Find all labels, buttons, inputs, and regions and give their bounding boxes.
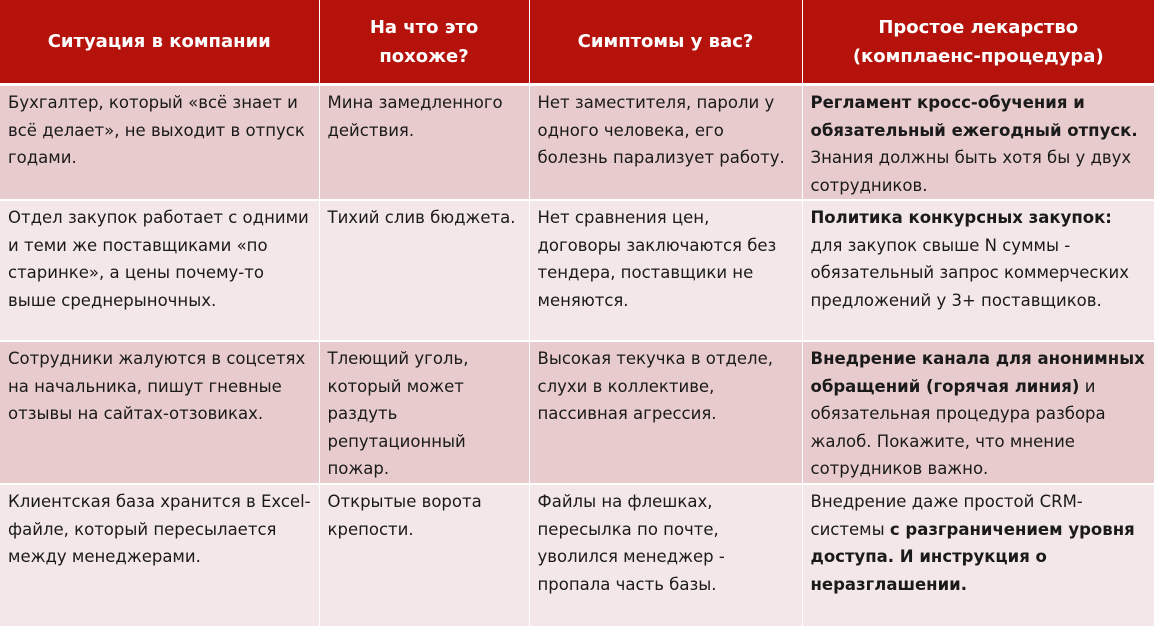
table-row	[0, 484, 1154, 627]
cell-situation: Сотрудники жалуются в соцсетях на начальника, пишут гневные отзывы на сайтах-отзовиках.	[0, 341, 319, 484]
cell-remedy	[802, 484, 1154, 627]
cell-looks-like: Тлеющий уголь, который может раздуть репутационный пожар.	[319, 341, 529, 484]
remedy-text: Знания должны быть хотя бы у двух сотрудников.	[810, 148, 1132, 195]
cell-symptoms: Нет сравнения цен, договоры заключаются без тендера, поставщики не меняются.	[529, 200, 802, 341]
remedy-text: и обязательная процедура разбора жалоб. Покажите, что мнение сотрудников важно.	[810, 376, 1106, 478]
cell-symptoms: Нет заместителя, пароли у одного человека, его болезнь парализует работу.	[529, 85, 802, 201]
table-header-row	[0, 0, 1154, 85]
cell-situation: Отдел закупок работает с одними и теми же поставщиками «по старинке», а цены почему-то выше среднерыночных.	[0, 200, 319, 341]
remedy-bold-text: Регламент кросс-обучения и обязательный ежегодный отпуск.	[810, 93, 1138, 140]
header-situation: Ситуация в компании	[0, 0, 319, 85]
table-row	[0, 341, 1154, 484]
header-symptoms: Симптомы у вас?	[529, 0, 802, 85]
header-looks-like: На что это похоже?	[319, 0, 529, 85]
cell-symptoms: Высокая текучка в отделе, слухи в коллективе, пассивная агрессия.	[529, 341, 802, 484]
cell-symptoms: Файлы на флешках, пересылка по почте, уволился менеджер - пропала часть базы.	[529, 484, 802, 627]
cell-looks-like: Открытые ворота крепости.	[319, 484, 529, 627]
cell-remedy	[802, 200, 1154, 341]
remedy-bold-text: Внедрение канала для анонимных обращений (горячая линия)	[810, 349, 1145, 396]
remedy-bold-text: с разграничением уровня доступа. И инструкция о неразглашении.	[810, 519, 1135, 594]
remedy-text: Внедрение даже простой CRM-системы	[810, 492, 1083, 539]
table-row	[0, 85, 1154, 201]
cell-looks-like: Тихий слив бюджета.	[319, 200, 529, 341]
table-row	[0, 200, 1154, 341]
cell-remedy	[802, 341, 1154, 484]
cell-situation: Клиентская база хранится в Excel-файле, который пересылается между менеджерами.	[0, 484, 319, 627]
header-remedy: Простое лекарство (комплаенс-процедура)	[802, 0, 1154, 85]
cell-remedy	[802, 85, 1154, 201]
remedy-bold-text: Политика конкурсных закупок:	[810, 208, 1112, 227]
remedy-text: для закупок свыше N суммы - обязательный запрос коммерческих предложений у 3+ поставщиков.	[810, 235, 1129, 310]
cell-looks-like: Мина замедленного действия.	[319, 85, 529, 201]
cell-situation: Бухгалтер, который «всё знает и всё делает», не выходит в отпуск годами.	[0, 85, 319, 201]
